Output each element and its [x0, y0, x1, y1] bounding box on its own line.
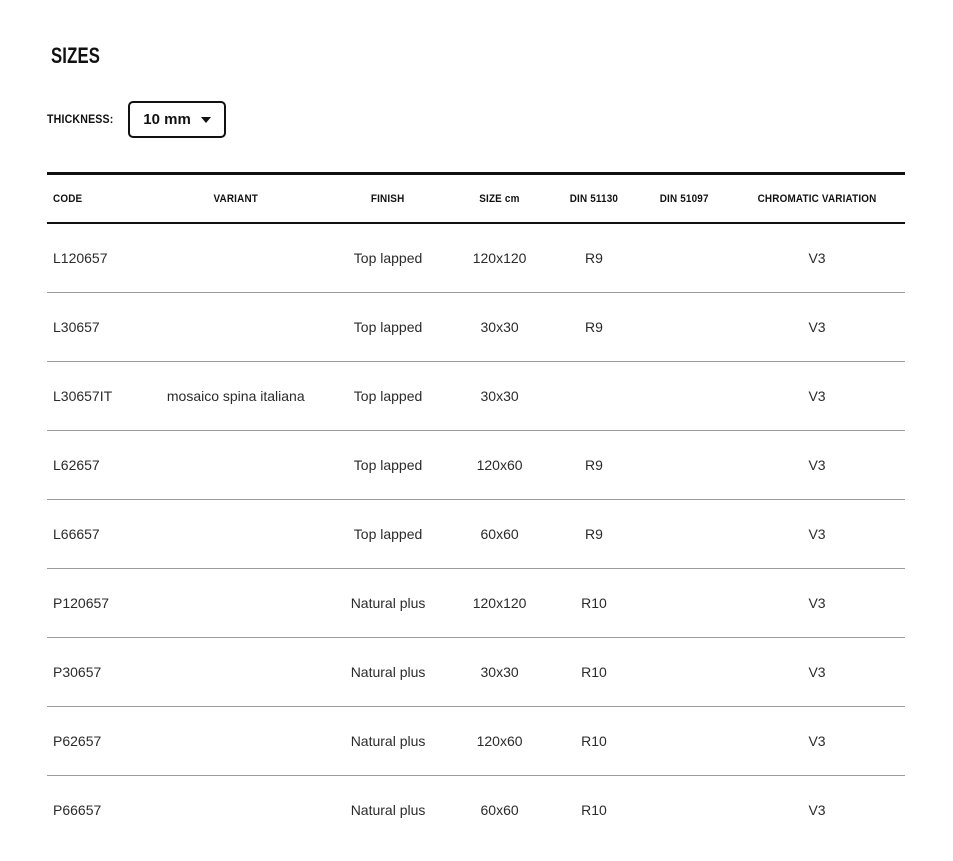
cell-finish: Natural plus: [326, 638, 450, 707]
column-header-din-51130: DIN 51130: [549, 174, 639, 224]
cell-variant: [146, 707, 326, 776]
thickness-control: [47, 101, 226, 138]
cell-variant: [146, 500, 326, 569]
cell-finish: Top lapped: [326, 431, 450, 500]
table-row: [47, 362, 905, 431]
page-title: SIZES: [51, 43, 101, 68]
cell-variant: [146, 431, 326, 500]
cell-code: L30657: [47, 293, 146, 362]
cell-chromatic-variation: V3: [808, 802, 826, 818]
column-header-din-51097: DIN 51097: [639, 174, 729, 224]
thickness-dropdown[interactable]: [128, 101, 226, 138]
thickness-label: THICKNESS:: [47, 113, 114, 126]
table-row: [47, 638, 905, 707]
cell-din51097: [639, 293, 729, 362]
cell-din51097: [639, 638, 729, 707]
cell-din51097: [639, 776, 729, 845]
cell-din51130: R10: [549, 569, 639, 638]
cell-size: 120x120: [450, 569, 549, 638]
cell-code: L30657IT: [47, 362, 146, 431]
table-row: [47, 431, 905, 500]
table-header-row: [47, 174, 905, 224]
cell-code: P30657: [47, 638, 146, 707]
column-header-size-cm: SIZE cm: [450, 174, 549, 224]
cell-din51130: R9: [549, 500, 639, 569]
table-row: [47, 707, 905, 776]
column-header-variant: VARIANT: [146, 174, 326, 224]
cell-size: 60x60: [450, 500, 549, 569]
sizes-table: [47, 172, 905, 844]
cell-code: P62657: [47, 707, 146, 776]
cell-size: 120x60: [450, 431, 549, 500]
cell-din51130: R10: [549, 707, 639, 776]
cell-chromatic-variation: V3: [729, 569, 905, 638]
cell-din51097: [639, 569, 729, 638]
cell-variant: [146, 776, 326, 845]
cell-chromatic-variation: V3: [729, 362, 905, 431]
cell-din51130: R10: [581, 802, 607, 818]
cell-code: P120657: [47, 569, 146, 638]
cell-din51130: [549, 362, 639, 431]
cell-size: 30x30: [450, 638, 549, 707]
column-header-chromatic-variation: CHROMATIC VARIATION: [729, 174, 905, 224]
cell-code: L62657: [47, 431, 146, 500]
cell-finish: Top lapped: [326, 293, 450, 362]
cell-code: P66657: [53, 802, 102, 818]
table-row: [47, 223, 905, 293]
cell-din51130: R9: [549, 223, 639, 293]
table-row: [47, 776, 905, 845]
cell-din51130: R10: [549, 638, 639, 707]
cell-din51097: [639, 431, 729, 500]
cell-din51097: [639, 362, 729, 431]
cell-variant: [146, 569, 326, 638]
cell-din51097: [639, 707, 729, 776]
cell-variant: mosaico spina italiana: [146, 362, 326, 431]
cell-finish: Natural plus: [326, 707, 450, 776]
cell-chromatic-variation: V3: [729, 500, 905, 569]
cell-finish: Top lapped: [326, 223, 450, 293]
cell-chromatic-variation: V3: [729, 638, 905, 707]
cell-variant: [146, 223, 326, 293]
cell-din51130: R9: [549, 431, 639, 500]
column-header-finish: FINISH: [326, 174, 450, 224]
table-row: [47, 500, 905, 569]
cell-chromatic-variation: V3: [729, 707, 905, 776]
column-header-code: CODE: [47, 174, 146, 224]
cell-finish: Natural plus: [350, 802, 426, 818]
cell-size: 120x120: [450, 223, 549, 293]
cell-variant: [146, 293, 326, 362]
cell-finish: Natural plus: [326, 569, 450, 638]
caret-down-icon: [201, 117, 211, 123]
cell-chromatic-variation: V3: [729, 431, 905, 500]
cell-finish: Top lapped: [326, 362, 450, 431]
cell-chromatic-variation: V3: [729, 223, 905, 293]
cell-din51097: [639, 500, 729, 569]
cell-size: 30x30: [450, 362, 549, 431]
table-row: [47, 293, 905, 362]
thickness-selected-value: 10 mm: [143, 111, 191, 128]
cell-code: L120657: [47, 223, 146, 293]
cell-size: 60x60: [480, 802, 519, 818]
cell-din51130: R9: [549, 293, 639, 362]
cell-variant: [146, 638, 326, 707]
cell-chromatic-variation: V3: [729, 293, 905, 362]
cell-size: 120x60: [450, 707, 549, 776]
cell-size: 30x30: [450, 293, 549, 362]
cell-din51097: [639, 223, 729, 293]
cell-code: L66657: [47, 500, 146, 569]
cell-finish: Top lapped: [326, 500, 450, 569]
table-row: [47, 569, 905, 638]
